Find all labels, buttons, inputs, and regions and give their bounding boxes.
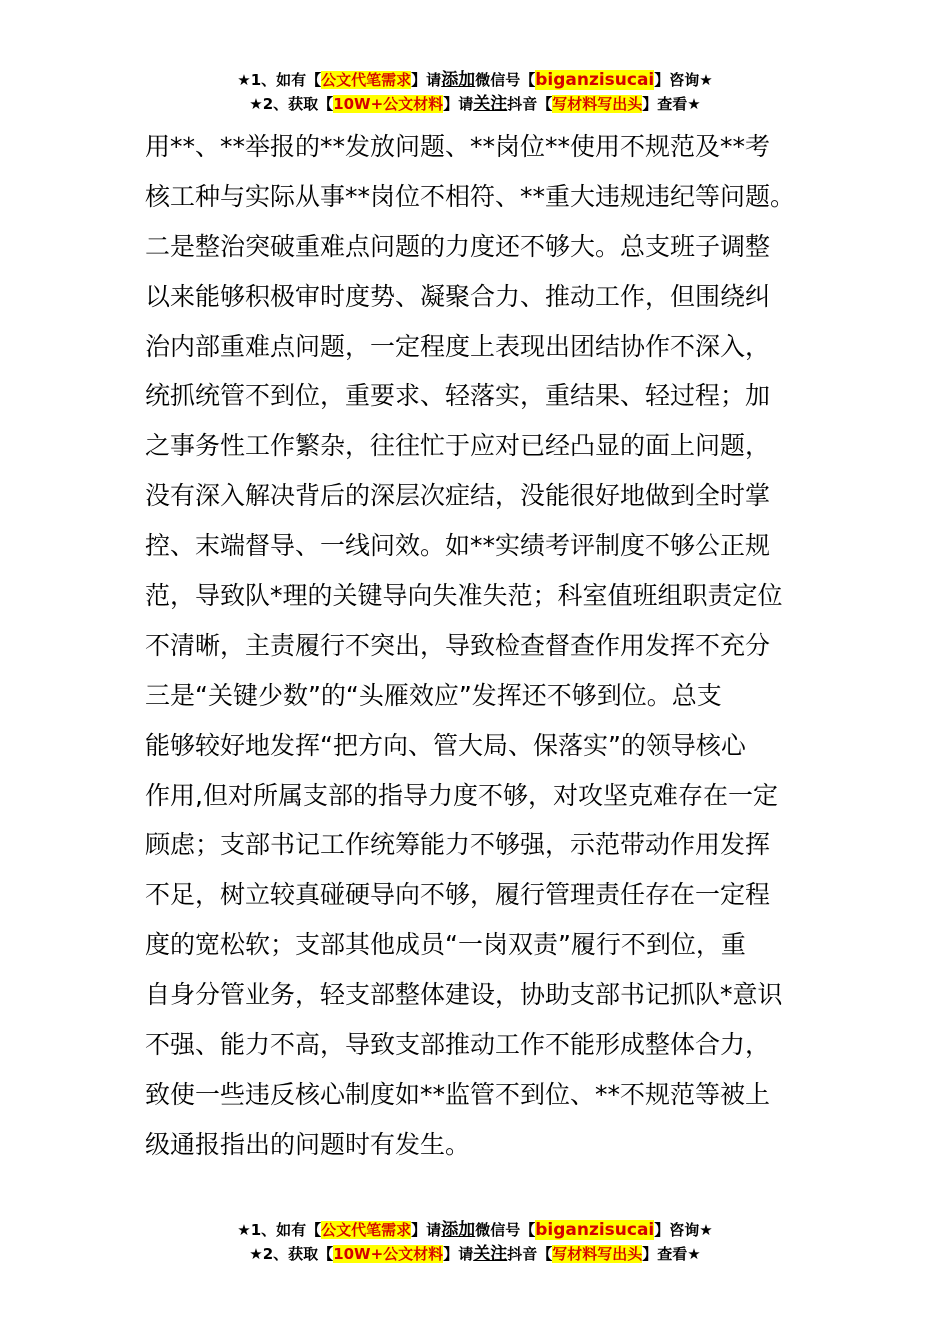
banner-line-2 [0,92,950,116]
banner-line-2 [0,1242,950,1266]
banner-text: 微信号【 [475,71,536,89]
wechat-id-highlight: biganzisucai [535,70,655,90]
body-line: 不强、能力不高，导致支部推动工作不能形成整体合力， [145,1030,771,1060]
body-line: 顾虑；支部书记工作统筹能力不够强，示范带动作用发挥 [145,830,771,860]
body-line: 级通报指出的问题时有发生。 [145,1129,471,1159]
banner-text: ★1、如有【 [237,71,322,89]
body-line: 没有深入解决背后的深层次症结，没能很好地做到全时掌 [145,481,771,511]
body-line: 三是“关键少数”的“头雁效应”发挥还不够到位。总支 [145,680,722,710]
body-line: 治内部重难点问题，一定程度上表现出团结协作不深入， [145,331,771,361]
body-line: 致使一些违反核心制度如**监管不到位、**不规范等被上 [145,1079,771,1109]
banner-highlight: 10W+公文材料 [333,1245,444,1263]
banner-text: 】请 [443,95,474,113]
body-line: 自身分管业务，轻支部整体建设，协助支部书记抓队*意识 [145,980,783,1010]
body-line: 作用,但对所属支部的指导力度不够，对攻坚克难存在一定 [145,780,778,810]
body-line: 用**、**举报的**发放问题、**岗位**使用不规范及**考 [145,132,771,161]
banner-text: ★1、如有【 [237,1221,322,1239]
banner-line-1 [0,1218,950,1242]
banner-text: ★2、获取【 [249,1245,334,1263]
banner-text: 】请 [411,1221,442,1239]
banner-highlight: 10W+公文材料 [333,95,444,113]
banner-line-1 [0,68,950,92]
banner-highlight: 公文代笔需求 [321,1221,412,1239]
banner-emphasis: 关注 [473,1244,508,1264]
body-line: 不清晰，主责履行不突出，导致检查督查作用发挥不充分 [145,630,771,660]
banner-text: 抖音【 [507,1245,553,1263]
footer-banner [0,1218,950,1266]
douyin-highlight: 写材料写出头 [552,95,643,113]
banner-text: 微信号【 [475,1221,536,1239]
body-line: 核工种与实际从事**岗位不相符、**重大违规违纪等问题。 [145,181,796,211]
banner-text: 】咨询★ [654,1221,713,1239]
body-line: 之事务性工作繁杂，往往忙于应对已经凸显的面上问题， [145,431,771,461]
header-banner [0,68,950,116]
banner-text: 】查看★ [642,1245,701,1263]
banner-text: 】请 [411,71,442,89]
document-body [145,122,825,1170]
douyin-highlight: 写材料写出头 [552,1245,643,1263]
banner-text: 】查看★ [642,95,701,113]
banner-emphasis: 添加 [441,70,476,90]
banner-highlight: 公文代笔需求 [321,71,412,89]
banner-text: ★2、获取【 [249,95,334,113]
banner-text: 】请 [443,1245,474,1263]
body-line: 以来能够积极审时度势、凝聚合力、推动工作，但围绕纠 [145,281,771,311]
banner-emphasis: 添加 [441,1220,476,1240]
body-line: 能够较好地发挥“把方向、管大局、保落实”的领导核心 [145,730,746,760]
banner-text: 抖音【 [507,95,553,113]
body-line: 度的宽松软；支部其他成员“一岗双责”履行不到位，重 [145,930,746,960]
wechat-id-highlight: biganzisucai [535,1220,655,1240]
banner-emphasis: 关注 [473,94,508,114]
banner-text: 】咨询★ [654,71,713,89]
body-line: 范，导致队*理的关键导向失准失范；科室值班组职责定位 [145,581,783,611]
body-line: 统抓统管不到位，重要求、轻落实，重结果、轻过程；加 [145,381,771,411]
body-line: 控、末端督导、一线问效。如**实绩考评制度不够公正规 [145,531,771,561]
body-line: 不足，树立较真碰硬导向不够，履行管理责任存在一定程 [145,880,771,910]
body-line: 二是整治突破重难点问题的力度还不够大。总支班子调整 [145,231,771,261]
